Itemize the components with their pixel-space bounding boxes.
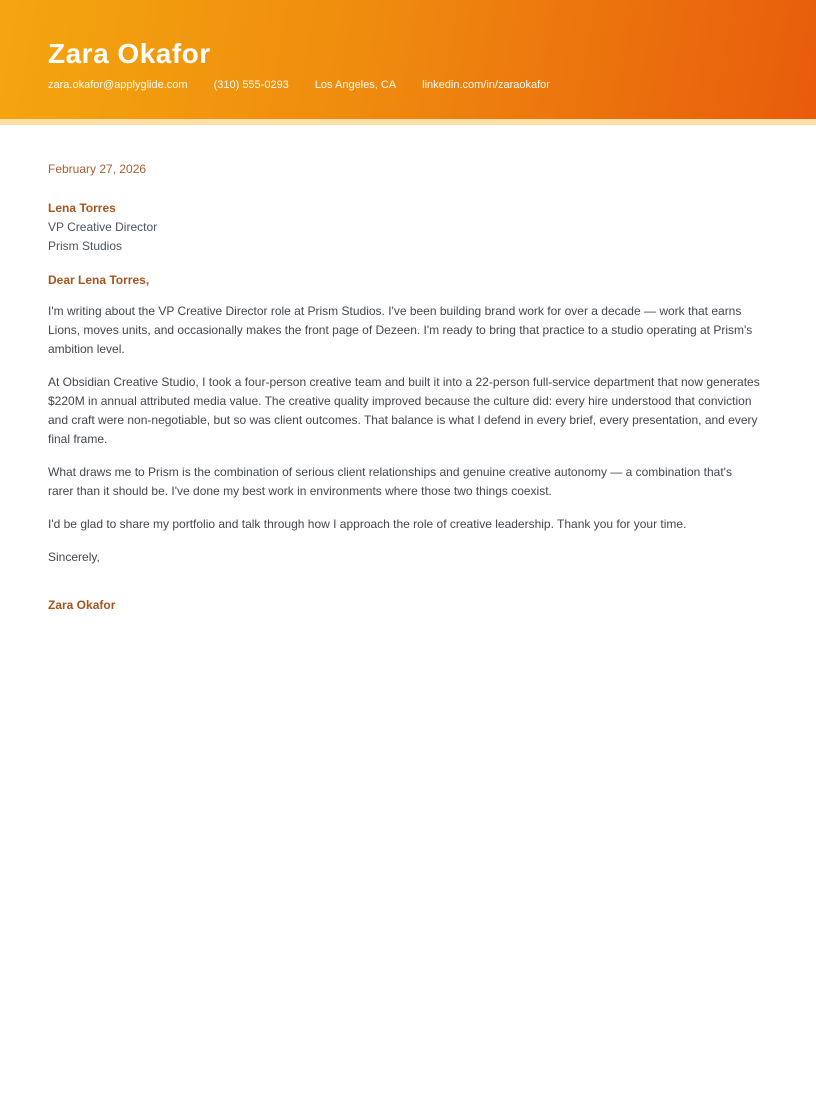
letter-date: February 27, 2026	[48, 162, 147, 176]
letter-header	[0, 0, 816, 119]
recipient-title: VP Creative Director	[48, 220, 158, 234]
contact-linkedin: linkedin.com/in/zaraokafor	[422, 79, 550, 91]
recipient-block	[48, 199, 760, 255]
letter-body	[0, 125, 816, 615]
salutation: Dear Lena Torres,	[48, 273, 150, 287]
signature-name: Zara Okafor	[48, 598, 116, 612]
paragraph-motivation: What draws me to Prism is the combination of serious client relationships and genuine creative autonomy — a combination that's rarer than it should be. I've done my best work in environments where those two things coexist.	[48, 465, 732, 498]
closing: Sincerely,	[48, 550, 100, 564]
paragraph-intro: I'm writing about the VP Creative Director role at Prism Studios. I've been building brand work for over a decade — work that earns Lions, moves units, and occasionally makes the front page of Dezeen. I'm ready to bring that practice to a studio operating at Prism's ambition level.	[48, 304, 753, 356]
recipient-name: Lena Torres	[48, 201, 116, 215]
contact-phone: (310) 555-0293	[213, 79, 289, 91]
paragraph-call-to-action: I'd be glad to share my portfolio and talk through how I approach the role of creative leadership. Thank you for your time.	[48, 517, 687, 531]
recipient-company: Prism Studios	[48, 238, 123, 253]
contact-email: zara.okafor@applyglide.com	[48, 79, 188, 91]
paragraph-experience: At Obsidian Creative Studio, I took a four-person creative team and built it into a 22-person full-service department that now generates $220M in annual attributed media value. The creative quality improved because the culture did: every hire understood that conviction and craft were non-negotiable, but so was client outcomes. That balance is what I defend in every brief, every presentation, and every final frame.	[48, 375, 760, 446]
candidate-name: Zara Okafor	[48, 38, 211, 69]
contact-location: Los Angeles, CA	[314, 79, 397, 91]
contact-row	[48, 79, 768, 91]
